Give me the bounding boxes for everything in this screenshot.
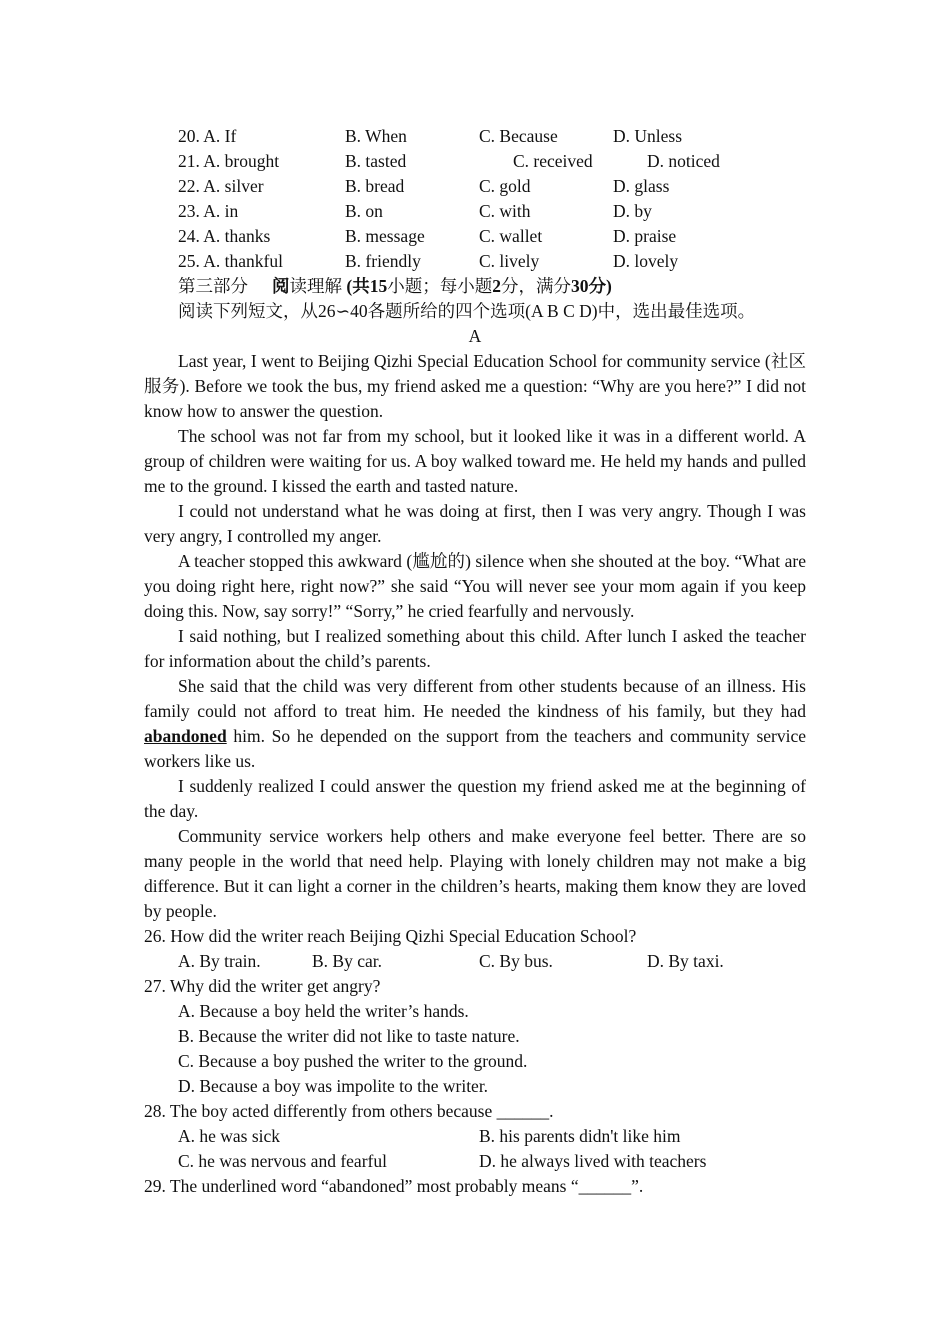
paragraph: Community service workers help others and make everyone feel better. There are so many people in the world that need help. Playing with lonely children may not make a big difference. But it can light a corner in the children’s hearts, making them know they are loved by people.: [144, 826, 806, 921]
paragraph: I could not understand what he was doing at first, then I was very angry. Though I was very angry, I controlled my anger.: [144, 501, 806, 546]
section-mid: 小题；每小题: [387, 276, 493, 296]
cloze-options: [144, 124, 806, 274]
option-c: C. with: [479, 201, 531, 221]
answer-option: D. he always lived with teachers: [479, 1151, 707, 1171]
answer-option: B. Because the writer did not like to taste nature.: [178, 1026, 520, 1046]
section-title-first: 阅: [272, 276, 290, 296]
answer-option: A. Because a boy held the writer’s hands.: [178, 1001, 469, 1021]
section-mid2: 分，满分: [500, 276, 571, 296]
option-b: B. friendly: [345, 251, 421, 271]
exam-page: [144, 124, 806, 1199]
reading-passage: [144, 349, 806, 924]
answer-option: A. he was sick: [178, 1126, 281, 1146]
option-d: D. by: [613, 201, 652, 221]
option-a: 24. A. thanks: [178, 226, 271, 246]
option-row: [144, 249, 806, 274]
paragraph-text: She said that the child was very different from other students because of an illness. His family could not afford to treat him. He needed the kindness of his family, but they had: [144, 676, 806, 721]
questions: [144, 924, 806, 1199]
section-title-rest: 读理解: [289, 276, 342, 296]
question-28: 28. The boy acted differently from others because ______.: [144, 1101, 554, 1121]
option-a: 22. A. silver: [178, 176, 264, 196]
answer-option: C. By bus.: [479, 951, 553, 971]
option-b: B. When: [345, 126, 407, 146]
option-b: B. tasted: [345, 151, 407, 171]
paragraph: [144, 674, 806, 774]
option-row: [144, 124, 806, 149]
paragraph: I suddenly realized I could answer the question my friend asked me at the beginning of the day.: [144, 776, 806, 821]
question-26-options: [144, 949, 806, 974]
option-a: 23. A. in: [178, 201, 239, 221]
answer-option: B. By car.: [312, 951, 382, 971]
option-c: C. lively: [479, 251, 540, 271]
paragraph-text: him. So he depended on the support from the teachers and community service workers like us.: [144, 726, 806, 771]
question-27: 27. Why did the writer get angry?: [144, 976, 381, 996]
option-b: B. bread: [345, 176, 405, 196]
section-total: 30: [570, 276, 589, 296]
section-end: 分): [588, 276, 612, 296]
answer-option: D. By taxi.: [647, 951, 724, 971]
option-a: 20. A. If: [178, 126, 237, 146]
option-a: 21. A. brought: [178, 151, 280, 171]
option-row: [144, 199, 806, 224]
option-c: C. gold: [479, 176, 531, 196]
option-c: C. received: [513, 151, 593, 171]
option-a: 25. A. thankful: [178, 251, 283, 271]
question-26: 26. How did the writer reach Beijing Qizhi Special Education School?: [144, 926, 637, 946]
underlined-word: abandoned: [144, 726, 227, 746]
section-part: 第三部分: [178, 276, 248, 296]
option-d: D. glass: [613, 176, 670, 196]
paragraph: Last year, I went to Beijing Qizhi Special Education School for community service (社区服务). Before we took the bus, my friend asked me a question: “Why are you here?” I did not know how to answer the question.: [144, 351, 806, 421]
section-points: 2: [492, 276, 501, 296]
option-d: D. lovely: [613, 251, 679, 271]
section-open: (共: [346, 276, 370, 296]
question-29: 29. The underlined word “abandoned” most probably means “______”.: [144, 1176, 644, 1196]
option-row: [144, 224, 806, 249]
answer-option: B. his parents didn't like him: [479, 1126, 681, 1146]
option-d: D. Unless: [613, 126, 683, 146]
option-c: C. wallet: [479, 226, 543, 246]
paragraph: The school was not far from my school, but it looked like it was in a different world. A group of children were waiting for us. A boy walked toward me. He held my hands and pulled me to the ground. I kissed the earth and tasted nature.: [144, 426, 806, 496]
option-d: D. praise: [613, 226, 677, 246]
option-row: [144, 149, 806, 174]
section-heading: [144, 274, 806, 299]
section-count: 15: [369, 276, 388, 296]
option-d: D. noticed: [647, 151, 720, 171]
answer-option: C. Because a boy pushed the writer to the ground.: [178, 1051, 528, 1071]
question-28-options: [144, 1124, 806, 1149]
option-row: [144, 174, 806, 199]
section-instructions: 阅读下列短文，从26∽40各题所给的四个选项(A B C D)中，选出最佳选项。: [178, 301, 756, 321]
passage-label: A: [468, 326, 482, 346]
answer-option: D. Because a boy was impolite to the writer.: [178, 1076, 489, 1096]
paragraph: I said nothing, but I realized something about this child. After lunch I asked the teacher for information about the child’s parents.: [144, 626, 806, 671]
paragraph: A teacher stopped this awkward (尴尬的) silence when she shouted at the boy. “What are you doing right here, right now?” she said “You will never see your mom again if you keep doing this. Now, say sorry!” “Sorry,” he cried fearfully and nervously.: [144, 551, 806, 621]
option-b: B. message: [345, 226, 425, 246]
option-b: B. on: [345, 201, 383, 221]
option-c: C. Because: [479, 126, 558, 146]
answer-option: C. he was nervous and fearful: [178, 1151, 387, 1171]
answer-option: A. By train.: [178, 951, 261, 971]
question-28-options: [144, 1149, 806, 1174]
